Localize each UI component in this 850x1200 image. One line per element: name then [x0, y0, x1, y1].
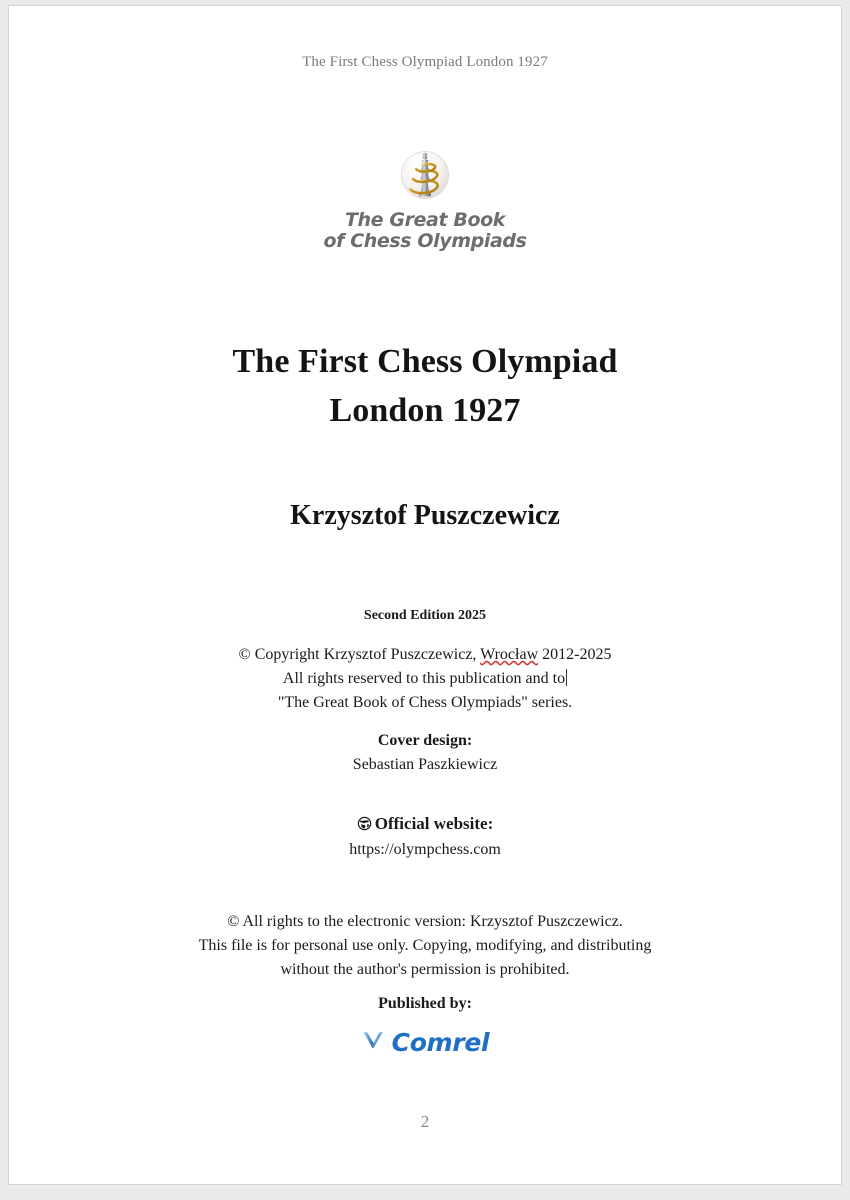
series-logo-line-1: The Great Book	[345, 209, 505, 231]
copyright-line-2	[9, 667, 841, 691]
publisher-name: Comrel	[391, 1028, 490, 1057]
publisher-block	[9, 995, 841, 1058]
electronic-rights-line-1: © All rights to the electronic version: Krzysztof Puszczewicz.	[227, 913, 623, 930]
copyright-suffix: 2012-2025	[538, 646, 612, 663]
title-line-1: The First Chess Olympiad	[232, 343, 618, 380]
copyright-line-3: "The Great Book of Chess Olympiads" series.	[277, 694, 573, 711]
comrel-v-mark-icon	[361, 1027, 387, 1058]
copyright-line-1	[9, 643, 841, 667]
copyright-line-2-text: All rights reserved to this publication and to	[282, 670, 566, 687]
website-block	[9, 812, 841, 862]
electronic-rights-block	[9, 910, 841, 982]
document-page[interactable]	[8, 5, 842, 1185]
publisher-logo	[9, 1027, 841, 1058]
series-logo	[9, 146, 841, 251]
copyright-block	[9, 643, 841, 715]
electronic-rights-line-3: without the author's permission is prohibited.	[280, 961, 570, 978]
publisher-label: Published by:	[378, 995, 472, 1012]
text-cursor	[566, 669, 567, 686]
cover-design-label: Cover design:	[377, 732, 473, 749]
copyright-prefix: © Copyright Krzysztof Puszczewicz,	[238, 646, 481, 663]
electronic-rights-line-2: This file is for personal use only. Copying, modifying, and distributing	[198, 937, 652, 954]
page-number: 2	[420, 1112, 430, 1131]
page-title	[9, 338, 841, 435]
chess-king-sphere-logo-icon	[396, 146, 454, 204]
cover-design-name: Sebastian Paszkiewicz	[352, 756, 498, 773]
running-header: The First Chess Olympiad London 1927	[302, 54, 548, 70]
misspelled-word-wroclaw[interactable]: Wrocław	[480, 646, 539, 663]
edition-line: Second Edition 2025	[363, 608, 487, 623]
series-logo-wordmark	[9, 210, 841, 251]
series-logo-line-2: of Chess Olympiads	[323, 229, 527, 252]
author-name: Krzysztof Puszczewicz	[290, 500, 560, 531]
website-url[interactable]: https://olympchess.com	[349, 841, 501, 858]
title-line-2: London 1927	[329, 391, 521, 429]
cover-design-block	[9, 729, 841, 777]
website-label: Official website:	[374, 814, 494, 833]
website-label-row	[9, 812, 841, 838]
globe-icon	[357, 814, 372, 838]
